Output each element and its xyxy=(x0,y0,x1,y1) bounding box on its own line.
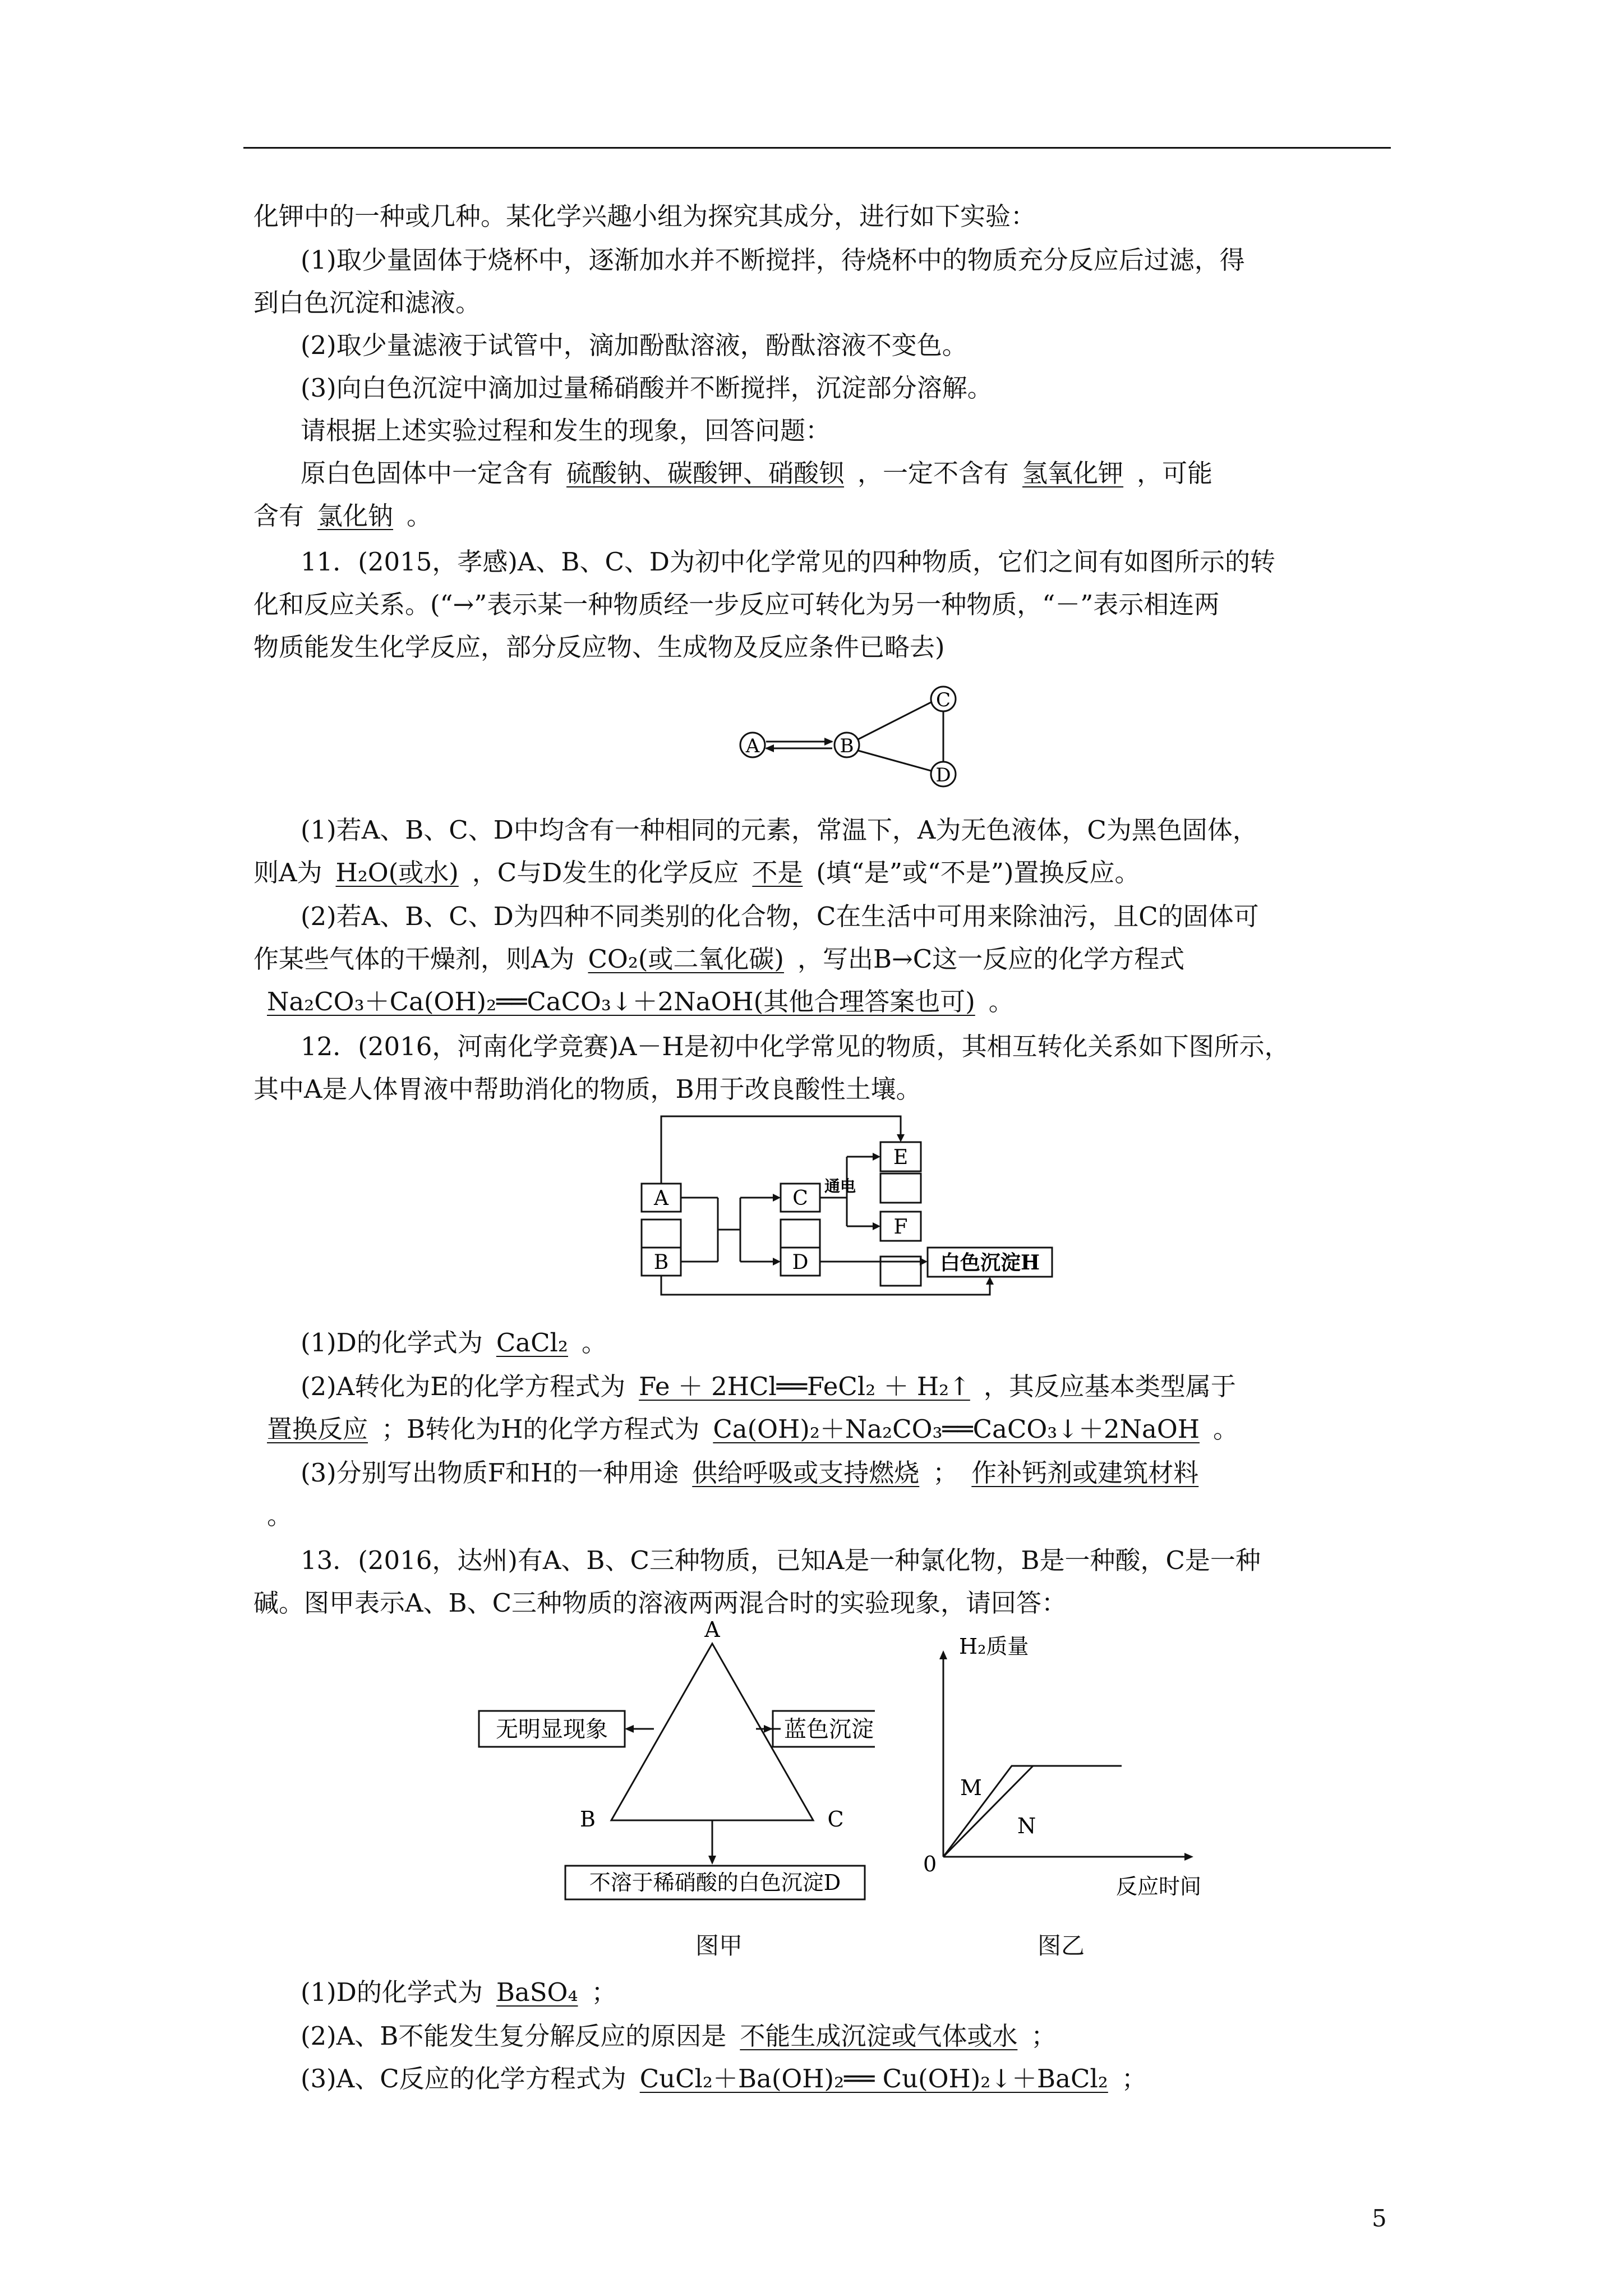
q12-node-a: A xyxy=(654,1187,668,1210)
q10-step1-line2: 到白色沉淀和滤液。 xyxy=(253,288,481,318)
q13-fig-b-label-n: N xyxy=(1017,1814,1036,1838)
q12-p2-line1 xyxy=(301,1370,1439,1404)
q13-figure-b xyxy=(909,1621,1256,1913)
q10-answer-line1 xyxy=(301,457,1439,490)
q12-line1: 12．(2016，河南化学竞赛)A－H是初中化学常见的物质，其相互转化关系如下图所示， xyxy=(301,1032,1290,1061)
q12-p2-pre: (2)A转化为E的化学方程式为 xyxy=(301,1372,626,1401)
q13-fig-b-origin: 0 xyxy=(923,1852,937,1876)
q10-prompt: 请根据上述实验过程和发生的现象，回答问题： xyxy=(301,416,831,445)
q12-p3-blank-tail xyxy=(253,1501,267,1530)
q12-p1-pre: (1)D的化学式为 xyxy=(301,1328,483,1358)
q10-answer-line2-pre: 含有 xyxy=(253,501,305,531)
q13-p1-answer: BaSO₄ xyxy=(496,1977,578,2007)
q13-fig-a-bottom-box: 不溶于稀硝酸的白色沉淀D xyxy=(589,1870,841,1895)
q11-p1-end: (填“是”或“不是”)置换反应。 xyxy=(816,858,1140,887)
q11-diagram xyxy=(723,679,959,791)
q11-p2-line3 xyxy=(253,985,1392,1019)
q12-p3-line2 xyxy=(253,1499,1392,1533)
q12-p3-answer1: 供给呼吸或支持燃烧 xyxy=(692,1458,920,1488)
q12-p2-answer2: 置换反应 xyxy=(267,1414,368,1444)
q13-p2 xyxy=(301,2019,1439,2053)
q11-node-d: D xyxy=(935,764,951,786)
q11-line1: 11．(2015，孝感)A、B、C、D为初中化学常见的四种物质，它们之间有如图所示的转 xyxy=(301,547,1275,577)
q10-step3: (3)向白色沉淀中滴加过量稀硝酸并不断搅拌，沉淀部分溶解。 xyxy=(301,373,993,403)
q12-p3-pre: (3)分别写出物质F和H的一种用途 xyxy=(301,1458,679,1488)
q11-p2-answer1: CO₂(或二氧化碳) xyxy=(588,944,784,974)
q12-condition: 通电 xyxy=(824,1177,856,1195)
q13-fig-b-ylabel: H₂质量 xyxy=(959,1634,1029,1659)
q11-p2-line2 xyxy=(253,942,1392,976)
q12-p3-line1 xyxy=(301,1456,1439,1490)
q11-p2-line3-end: 。 xyxy=(988,987,1014,1016)
q10-step2: (2)取少量滤液于试管中，滴加酚酞溶液，酚酞溶液不变色。 xyxy=(301,330,967,360)
q11-p2-answer2: Na₂CO₃＋Ca(OH)₂══CaCO₃↓＋2NaOH(其他合理答案也可) xyxy=(267,987,975,1016)
q12-p3-answer2: 作补钙剂或建筑材料 xyxy=(971,1458,1199,1488)
header-rule xyxy=(243,147,1391,149)
q12-p3-mid: ； xyxy=(933,1458,958,1488)
q13-p1-pre: (1)D的化学式为 xyxy=(301,1977,483,2007)
q13-p3 xyxy=(301,2062,1439,2096)
q13-fig-a-vertex-b: B xyxy=(580,1807,596,1832)
q10-step1-line1: (1)取少量固体于烧杯中，逐渐加水并不断搅拌，待烧杯中的物质充分反应后过滤，得 xyxy=(301,245,1245,275)
q11-p2-pre: 作某些气体的干燥剂，则A为 xyxy=(253,944,575,974)
q13-p2-pre: (2)A、B不能发生复分解反应的原因是 xyxy=(301,2021,727,2051)
q12-node-b: B xyxy=(653,1251,669,1274)
q13-p1-end: ； xyxy=(591,1977,617,2007)
q12-p1-end: 。 xyxy=(581,1328,607,1358)
q13-fig-b-label-m: M xyxy=(960,1775,982,1800)
intro-text: 化钾中的一种或几种。某化学兴趣小组为探究其成分，进行如下实验： xyxy=(253,201,1036,231)
q12-p1 xyxy=(301,1326,1439,1360)
q12-p2-end: 。 xyxy=(1212,1414,1238,1444)
q10-answer-may-pre: ，可能 xyxy=(1137,458,1213,488)
q13-p2-end: ； xyxy=(1031,2021,1057,2051)
q13-figure-a xyxy=(471,1621,875,1913)
q13-line1: 13．(2016，达州)有A、B、C三种物质，已知A是一种氯化物，B是一种酸，C是一种 xyxy=(301,1545,1261,1575)
page-number: 5 xyxy=(1372,2205,1387,2232)
q12-p2-mid: ，其反应基本类型属于 xyxy=(983,1372,1236,1401)
q10-answer-not: 氢氧化钾 xyxy=(1022,458,1124,488)
q12-diagram xyxy=(634,1099,1071,1313)
q10-answer-pre: 原白色固体中一定含有 xyxy=(301,458,554,488)
q13-fig-b-caption: 图乙 xyxy=(1038,1932,1085,1959)
q13-fig-a-caption: 图甲 xyxy=(695,1932,743,1959)
q13-fig-a-right-box: 蓝色沉淀 xyxy=(784,1717,874,1742)
q12-p2-line2 xyxy=(253,1412,1392,1446)
q12-p2-mid2: ；B转化为H的化学方程式为 xyxy=(381,1414,700,1444)
q13-fig-b-xlabel: 反应时间 xyxy=(1116,1874,1202,1899)
q11-p1-answer1: H₂O(或水) xyxy=(335,858,459,887)
q10-answer-mid: ，一定不含有 xyxy=(857,458,1009,488)
q11-node-b: B xyxy=(840,735,854,757)
q12-line2: 其中A是人体胃液中帮助消化的物质，B用于改良酸性土壤。 xyxy=(253,1074,921,1104)
q13-fig-a-vertex-a: A xyxy=(704,1621,720,1642)
q12-node-d: D xyxy=(792,1251,809,1274)
q13-p3-pre: (3)A、C反应的化学方程式为 xyxy=(301,2064,626,2093)
q13-fig-a-vertex-c: C xyxy=(827,1807,844,1832)
q10-answer-may: 氯化钠 xyxy=(317,501,394,531)
q11-p1-line1: (1)若A、B、C、D中均含有一种相同的元素，常温下，A为无色液体，C为黑色固体， xyxy=(301,815,1258,845)
q13-p1 xyxy=(301,1976,1439,2009)
q11-p1-mid: ，C与D发生的化学反应 xyxy=(472,858,739,887)
q12-p1-answer: CaCl₂ xyxy=(496,1328,568,1358)
q12-node-h: 白色沉淀H xyxy=(939,1251,1040,1274)
q12-node-e: E xyxy=(893,1146,909,1169)
q13-fig-a-left-box: 无明显现象 xyxy=(496,1717,608,1742)
q10-answer-must: 硫酸钠、碳酸钾、硝酸钡 xyxy=(566,458,845,488)
q11-p1-pre: 则A为 xyxy=(253,858,322,887)
q13-p2-answer: 不能生成沉淀或气体或水 xyxy=(740,2021,1018,2051)
q12-node-f: F xyxy=(893,1216,908,1239)
q11-p2-line1: (2)若A、B、C、D为四种不同类别的化合物，C在生活中可用来除油污，且C的固体可 xyxy=(301,901,1259,931)
q10-answer-end: 。 xyxy=(407,501,432,531)
q12-p2-answer1: Fe ＋ 2HCl══FeCl₂ ＋ H₂↑ xyxy=(639,1372,970,1401)
q12-p2-answer3: Ca(OH)₂＋Na₂CO₃══CaCO₃↓＋2NaOH xyxy=(713,1414,1200,1444)
q10-answer-line2 xyxy=(253,499,1392,533)
q12-node-c: C xyxy=(792,1187,808,1210)
q11-line2: 化和反应关系。(“→”表示某一种物质经一步反应可转化为另一种物质，“－”表示相连两 xyxy=(253,590,1220,619)
q11-p1-line2 xyxy=(253,856,1392,890)
q13-p3-answer: CuCl₂＋Ba(OH)₂══ Cu(OH)₂↓＋BaCl₂ xyxy=(639,2064,1108,2093)
q11-node-c: C xyxy=(935,689,951,711)
q11-p2-end: ，写出B→C这一反应的化学方程式 xyxy=(797,944,1185,974)
q12-p3-end: 。 xyxy=(267,1501,293,1530)
q13-line2: 碱。图甲表示A、B、C三种物质的溶液两两混合时的实验现象，请回答： xyxy=(253,1588,1067,1618)
q11-node-a: A xyxy=(745,735,760,757)
q13-p3-end: ； xyxy=(1121,2064,1147,2093)
q11-p1-answer2: 不是 xyxy=(752,858,803,887)
q11-line3: 物质能发生化学反应，部分反应物、生成物及反应条件已略去) xyxy=(253,632,945,662)
